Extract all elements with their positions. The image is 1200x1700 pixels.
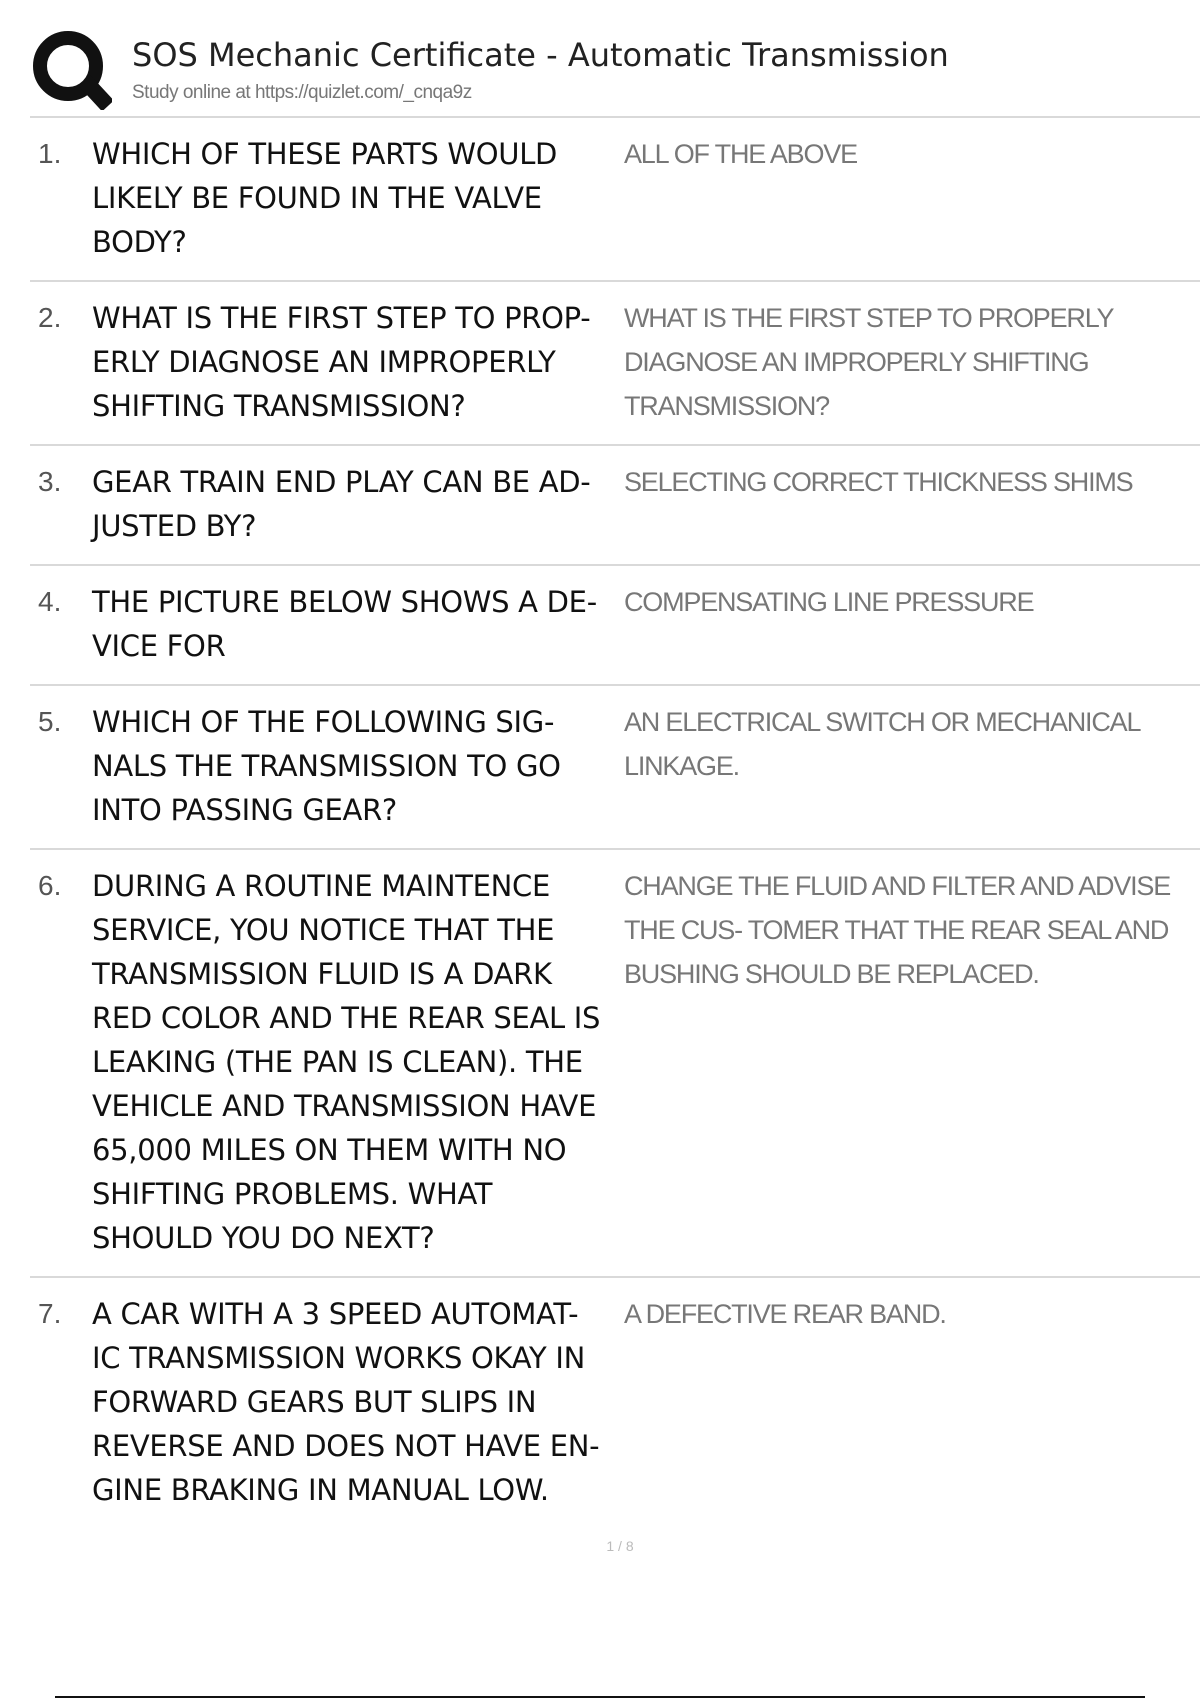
- quizlet-logo-icon: [32, 30, 112, 110]
- card-term: DURING A ROUTINE MAINTENCE SERVICE, YOU NOTICE THAT THE TRANSMISSION FLUID IS A DARK RED COLOR AND THE REAR SEAL IS LEAKING (THE PAN IS CLEAN). THE VEHICLE AND TRANSMISSION HAVE 65,000 MILES ON THEM WITH NO SHIFTING PROBLEMS. WHAT SHOULD YOU DO NEXT?: [92, 869, 601, 1255]
- card-number: 2.: [38, 302, 62, 333]
- card-number: 3.: [38, 466, 62, 497]
- card-definition: AN ELECTRICAL SWITCH OR MECHANICAL LINKAGE.: [624, 707, 1140, 781]
- card-definition: SELECTING CORRECT THICKNESS SHIMS: [624, 467, 1133, 497]
- card-definition: A DEFECTIVE REAR BAND.: [624, 1299, 946, 1329]
- card-term: WHAT IS THE FIRST STEP TO PROP- ERLY DIAGNOSE AN IMPROPERLY SHIFTING TRANSMISSION?: [92, 301, 591, 423]
- flashcard-row: [30, 280, 1200, 444]
- flashcard-row: [30, 116, 1200, 280]
- page-number: 1 / 8: [606, 1538, 634, 1554]
- flashcard-row: [30, 564, 1200, 684]
- flashcard-row: [30, 848, 1200, 1276]
- card-definition: ALL OF THE ABOVE: [624, 139, 857, 169]
- card-number: 5.: [38, 706, 62, 737]
- card-term: WHICH OF THESE PARTS WOULD LIKELY BE FOUND IN THE VALVE BODY?: [92, 137, 558, 259]
- card-term: THE PICTURE BELOW SHOWS A DE- VICE FOR: [92, 585, 597, 663]
- card-definition: CHANGE THE FLUID AND FILTER AND ADVISE THE CUS- TOMER THAT THE REAR SEAL AND BUSHING SHOULD BE REPLACED.: [624, 871, 1171, 989]
- card-number: 7.: [38, 1298, 62, 1329]
- flashcard-row: [30, 1276, 1200, 1528]
- page-header: [32, 30, 1200, 116]
- footer-divider: [55, 1696, 1145, 1698]
- card-number: 6.: [38, 870, 62, 901]
- page-title: SOS Mechanic Certificate - Automatic Transmission: [132, 36, 949, 74]
- card-number: 4.: [38, 586, 62, 617]
- flashcard-row: [30, 444, 1200, 564]
- flashcard-list: [30, 116, 1200, 1528]
- card-number: 1.: [38, 138, 62, 169]
- flashcard-row: [30, 684, 1200, 848]
- card-term: GEAR TRAIN END PLAY CAN BE AD- JUSTED BY?: [92, 465, 591, 543]
- card-term: A CAR WITH A 3 SPEED AUTOMAT- IC TRANSMISSION WORKS OKAY IN FORWARD GEARS BUT SLIPS IN REVERSE AND DOES NOT HAVE EN- GINE BRAKING IN MANUAL LOW.: [92, 1297, 600, 1507]
- card-definition: WHAT IS THE FIRST STEP TO PROPERLY DIAGNOSE AN IMPROPERLY SHIFTING TRANSMISSION?: [624, 303, 1113, 421]
- card-term: WHICH OF THE FOLLOWING SIG- NALS THE TRANSMISSION TO GO INTO PASSING GEAR?: [92, 705, 561, 827]
- card-definition: COMPENSATING LINE PRESSURE: [624, 587, 1034, 617]
- study-online-link-text: Study online at https://quizlet.com/_cnqa9z: [132, 82, 472, 103]
